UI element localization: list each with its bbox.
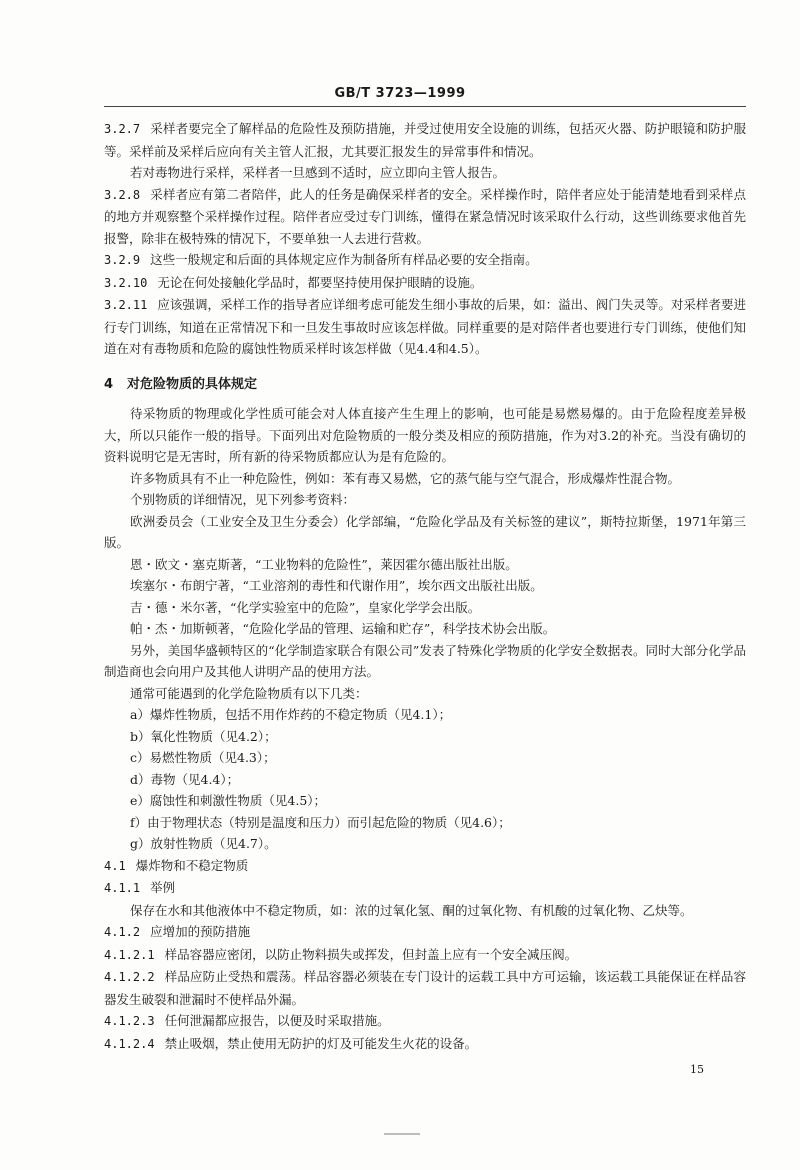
list-item: e）腐蚀性和刺激性物质（见4.5）； [130, 793, 327, 808]
page-content [104, 118, 746, 1055]
clause-4-1: 4.1 爆炸物和不稳定物质 [104, 857, 249, 873]
list-item: c）易燃性物质（见4.3）； [130, 750, 276, 765]
paragraph: 个别物质的详细情况，见下列参考资料： [130, 492, 356, 507]
list-item: d）毒物（见4.4）； [130, 771, 240, 787]
reference-item: 吉・德・米尔著，“化学实验室中的危险”，皇家化学学会出版。 [130, 599, 481, 615]
clause-3-2-9: 3.2.9 这些一般规定和后面的具体规定应作为制备所有样品必要的安全指南。 [104, 252, 538, 267]
reference-item: 埃塞尔・布朗宁著，“工业溶剂的毒性和代谢作用”，埃尔西文出版社出版。 [130, 578, 543, 593]
section-heading-4: 4 对危险物质的具体规定 [104, 376, 258, 392]
reference-item: 帕・杰・加斯顿著，“危险化学品的管理、运输和贮存”，科学技术协会出版。 [130, 621, 556, 636]
clause-4-1-1: 4.1.1 举例 [104, 880, 176, 895]
list-item: a）爆炸性物质，包括不用作炸药的不稳定物质（见4.1）； [130, 707, 452, 722]
clause-3-2-11: 3.2.11 应该强调，采样工作的指导者应详细考虑可能发生细小事故的后果，如：溢出、阀门失灵等。对采样者要进行专门训练，知道在正常情况下和一旦发生事故时应该怎样做。同样重要的是对陪伴者也要进行专门训练，使他们知道在对有毒物质和危险的腐蚀性物质采样时该怎样做（见4.4和4.5）。 [104, 297, 746, 356]
clause-4-1-2-1: 4.1.2.1 样品容器应密闭，以防止物料损失或挥发，但封盖上应有一个安全减压阀。 [104, 946, 578, 962]
list-item: g）放射性物质（见4.7）。 [130, 836, 277, 851]
clause-3-2-8: 3.2.8 采样者应有第二者陪伴，此人的任务是确保采样者的安全。采样操作时，陪伴者应处于能清楚地看到采样点的地方并观察整个采样操作过程。陪伴者应受过专门训练，懂得在紧急情况时该采取什么行动，这些训练要求他首先报警，除非在极特殊的情况下，不要单独一人去进行营救。 [104, 186, 746, 246]
header-rule [104, 106, 746, 107]
clause-4-1-2-4: 4.1.2.4 禁止吸烟，禁止使用无防护的灯及可能发生火花的设备。 [104, 1035, 478, 1051]
paragraph: 通常可能遇到的化学危险物质有以下几类： [130, 685, 368, 701]
clause-4-1-2: 4.1.2 应增加的预防措施 [104, 924, 251, 939]
clause-3-2-10: 3.2.10 无论在何处接触化学品时，都要坚持使用保护眼睛的设施。 [104, 274, 483, 290]
paragraph: 待采物质的物理或化学性质可能会对人体直接产生生理上的影响，也可能是易燃易爆的。由于危险程度差异极大，所以只能作一般的指导。下面列出对危险物质的一般分类及相应的预防措施，作为对3.2的补充。当没有确切的资料说明它是无害时，所有新的待采物质都应认为是有危险的。 [104, 406, 746, 464]
page-header: GB/T 3723—1999 [334, 86, 466, 101]
clause-4-1-2-3: 4.1.2.3 任何泄漏都应报告，以便及时采取措施。 [104, 1013, 390, 1028]
paragraph: 许多物质具有不止一种危险性，例如：苯有毒又易燃，它的蒸气能与空气混合，形成爆炸性混合物。 [130, 470, 681, 486]
list-item: b）氧化性物质（见4.2）； [130, 728, 277, 744]
reference-item: 欧洲委员会（工业安全及卫生分委会）化学部编，“危险化学品及有关标签的建议”，斯特拉斯堡，1971年第三版。 [104, 513, 746, 550]
list-item: f）由于物理状态（特别是温度和压力）而引起危险的物质（见4.6）； [130, 814, 511, 830]
paragraph: 若对毒物进行采样，采样者一旦感到不适时，应立即向主管人报告。 [130, 165, 506, 180]
paragraph: 另外，美国华盛顿特区的“化学制造家联合有限公司”发表了特殊化学物质的化学安全数据表。同时大部分化学品制造商也会向用户及其他人讲明产品的使用方法。 [104, 642, 746, 679]
clause-3-2-7: 3.2.7 采样者要完全了解样品的危险性及预防措施，并受过使用安全设施的训练，包括灭火器、防护眼镜和防护服等。采样前及采样后应向有关主管人汇报，尤其要汇报发生的异常事件和情况。 [104, 121, 746, 159]
page-number: 15 [690, 1063, 704, 1076]
reference-item: 恩・欧文・塞克斯著，“工业物料的危险性”，莱因霍尔德出版社出版。 [130, 556, 518, 572]
clause-4-1-2-2: 4.1.2.2 样品应防止受热和震荡。样品容器必须装在专门设计的运载工具中方可运输，该运载工具能保证在样品容器发生破裂和泄漏时不使样品外漏。 [104, 969, 746, 1007]
paragraph: 保存在水和其他液体中不稳定物质，如：浓的过氧化氢、酮的过氧化物、有机酸的过氧化物、乙炔等。 [130, 902, 693, 918]
scan-mark [384, 1133, 420, 1135]
